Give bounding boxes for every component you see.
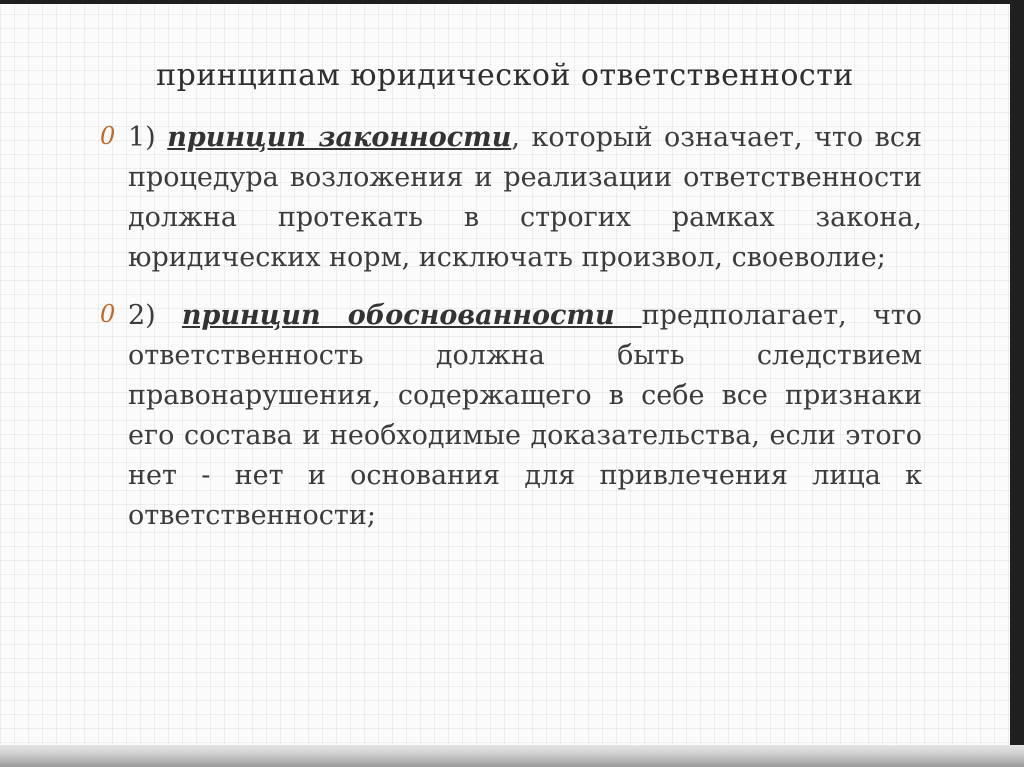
item-number: 2)	[128, 300, 156, 331]
page-bottom-shadow	[0, 745, 1024, 767]
key-term: принцип обоснованности	[181, 300, 642, 331]
item-text: , который означает, что вся процедура возложения и реализации ответственности должна протекать в строгих рамках закона, юридических норм, исключать произвол, своеволие;	[128, 122, 922, 273]
slide-title: принципам юридической ответственности	[156, 58, 854, 93]
principle-paragraph	[128, 118, 922, 278]
principle-paragraph	[128, 296, 922, 536]
slide-content	[100, 118, 922, 554]
list-item-justification	[100, 296, 922, 536]
frame-right-edge	[1010, 0, 1024, 767]
list-item-legality	[100, 118, 922, 278]
bullet-marker: 0	[100, 122, 116, 150]
item-text: предполагает, что ответственность должна быть следствием правонарушения, содержащего в себе все признаки его состава и необходимые доказательства, если этого нет - нет и основания для привлечения лица к ответственности;	[128, 300, 922, 531]
key-term: принцип законности	[167, 122, 512, 153]
bullet-marker: 0	[100, 300, 116, 328]
frame-top-edge	[0, 0, 1024, 4]
item-number: 1)	[128, 122, 156, 153]
